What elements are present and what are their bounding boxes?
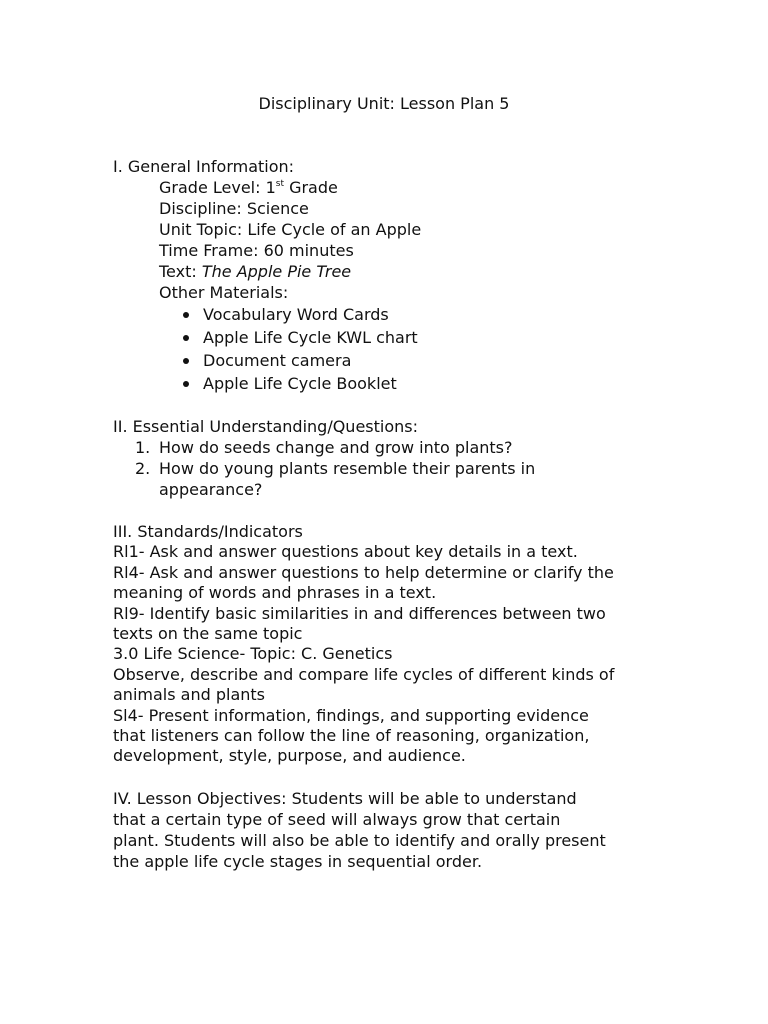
standards-line: Rl1- Ask and answer questions about key details in a text.	[113, 542, 578, 562]
materials-list-item: Vocabulary Word Cards	[181, 303, 673, 326]
general-information-section	[113, 156, 673, 395]
text-line	[113, 261, 673, 282]
question-text-continued: appearance?	[159, 480, 263, 499]
standards-line: texts on the same topic	[113, 624, 303, 644]
materials-list-item: Document camera	[181, 349, 673, 372]
materials-list-item: Apple Life Cycle KWL chart	[181, 326, 673, 349]
lesson-objectives-section	[113, 788, 673, 872]
essential-question-item	[113, 458, 673, 500]
objectives-line: plant. Students will also be able to identify and orally present	[113, 831, 606, 850]
standards-section	[113, 522, 673, 767]
question-number: 2.	[135, 459, 151, 478]
standards-line: meaning of words and phrases in a text.	[113, 583, 437, 603]
standards-heading: III. Standards/Indicators	[113, 522, 303, 541]
general-information-heading: I. General Information:	[113, 157, 295, 176]
objectives-line: the apple life cycle stages in sequential order.	[113, 852, 483, 871]
standards-line: 3.0 Life Science- Topic: C. Genetics	[113, 644, 393, 664]
objectives-line: that a certain type of seed will always grow that certain	[113, 810, 561, 829]
objectives-line: IV. Lesson Objectives: Students will be able to understand	[113, 789, 577, 808]
standards-line: that listeners can follow the line of reasoning, organization,	[113, 726, 590, 746]
grade-level-superscript: st	[275, 178, 284, 189]
other-materials-line: Other Materials:	[159, 283, 289, 302]
discipline-line: Discipline: Science	[159, 199, 309, 218]
standards-line: Sl4- Present information, findings, and supporting evidence	[113, 705, 589, 725]
materials-list	[113, 303, 673, 395]
standards-line: animals and plants	[113, 685, 265, 705]
question-text: How do seeds change and grow into plants?	[159, 438, 513, 457]
grade-level-line	[113, 177, 673, 198]
standards-line: Rl9- Identify basic similarities in and differences between two	[113, 603, 606, 623]
essential-question-item	[113, 437, 673, 458]
text-label: Text:	[159, 262, 202, 281]
grade-level-prefix: Grade Level: 1	[159, 178, 276, 197]
question-number: 1.	[135, 438, 151, 457]
document-title: Disciplinary Unit: Lesson Plan 5	[258, 94, 510, 113]
question-text: How do young plants resemble their parents in	[159, 459, 536, 478]
unit-topic-line: Unit Topic: Life Cycle of an Apple	[159, 220, 422, 239]
grade-level-suffix: Grade	[283, 178, 338, 197]
time-frame-line: Time Frame: 60 minutes	[159, 241, 354, 260]
essential-questions-section	[113, 416, 673, 500]
standards-line: Observe, describe and compare life cycles of different kinds of	[113, 664, 615, 684]
standards-line: development, style, purpose, and audience.	[113, 746, 466, 766]
materials-list-item: Apple Life Cycle Booklet	[181, 372, 673, 395]
standards-line: Rl4- Ask and answer questions to help determine or clarify the	[113, 562, 614, 582]
essential-questions-heading: II. Essential Understanding/Questions:	[113, 417, 418, 436]
essential-questions-list	[113, 437, 673, 500]
text-title: The Apple Pie Tree	[201, 262, 352, 281]
